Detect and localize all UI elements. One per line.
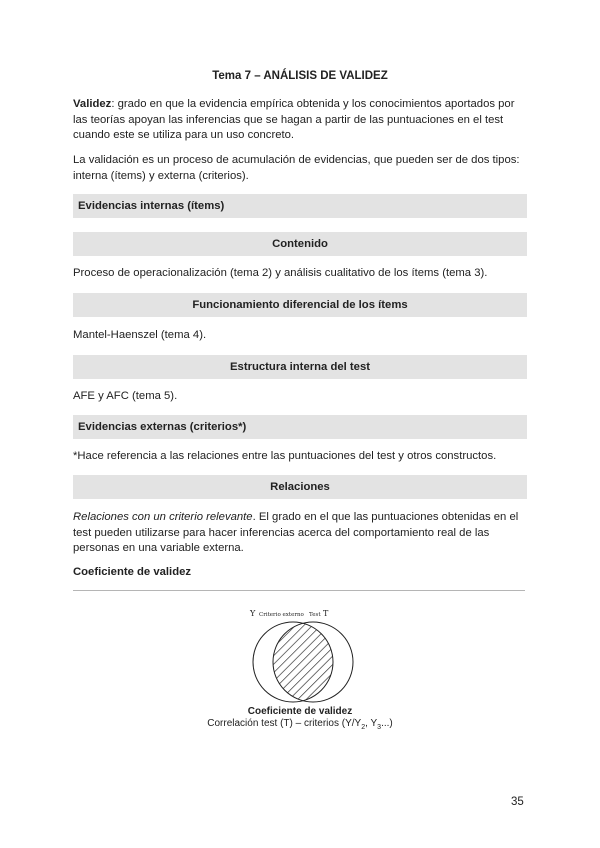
content-heading: Contenido	[73, 232, 527, 256]
label-criterion: Criterio externo	[259, 612, 304, 618]
relations-term: Relaciones con un criterio relevante	[73, 511, 253, 523]
dif-text: Mantel-Haenszel (tema 4).	[73, 329, 207, 341]
structure-heading: Estructura interna del test	[73, 355, 527, 379]
figure-caption-title: Coeficiente de validez	[247, 706, 353, 717]
external-note: *Hace referencia a las relaciones entre las puntuaciones del test y otros constructos.	[73, 450, 497, 462]
figure-caption	[0, 718, 600, 731]
external-evidence-heading: Evidencias externas (criterios*)	[73, 415, 527, 439]
validity-definition-text: : grado en que la evidencia empírica obtenida y los conocimientos aportados por las teorías apoyan las inferencias que se hagan a partir de las puntuaciones en el test cuando este se utiliza para un uso concreto.	[73, 98, 515, 141]
caption-mid: , Y	[365, 718, 378, 729]
caption-sub-2: 2	[361, 724, 366, 731]
venn-diagram	[238, 606, 368, 706]
divider	[73, 590, 525, 591]
page-number: 35	[511, 796, 524, 808]
relations-paragraph	[73, 510, 528, 557]
internal-evidence-heading: Evidencias internas (ítems)	[73, 194, 527, 218]
coefficient-heading: Coeficiente de validez	[73, 566, 192, 578]
caption-prefix: Correlación test (T) – criterios (Y/Y	[207, 718, 362, 729]
relations-heading: Relaciones	[73, 475, 527, 499]
label-t: T	[323, 609, 329, 618]
structure-text: AFE y AFC (tema 5).	[73, 390, 178, 402]
validity-term: Validez	[73, 98, 112, 110]
caption-sub-3: 3	[377, 724, 382, 731]
relations-text: . El grado en el que las puntuaciones obtenidas en el test pueden utilizarse para hacer inferencias acerca del comportamiento real de las personas en una variable externa.	[73, 511, 519, 554]
page-title: Tema 7 – ANÁLISIS DE VALIDEZ	[212, 70, 388, 82]
caption-suffix: ...)	[381, 718, 393, 729]
label-test: Test	[309, 612, 321, 618]
dif-heading: Funcionamiento diferencial de los ítems	[73, 293, 527, 317]
label-y: Y	[250, 609, 256, 618]
content-text: Proceso de operacionalización (tema 2) y análisis cualitativo de los ítems (tema 3).	[73, 267, 488, 279]
validation-paragraph: La validación es un proceso de acumulación de evidencias, que pueden ser de dos tipos: interna (ítems) y externa (criterios).	[73, 154, 520, 182]
validity-definition	[73, 97, 528, 144]
